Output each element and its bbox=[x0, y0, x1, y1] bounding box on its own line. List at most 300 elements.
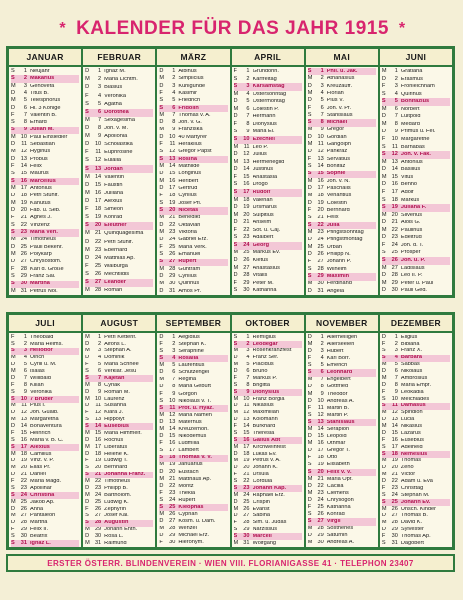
day-row bbox=[11, 355, 79, 362]
day-number: 21 bbox=[20, 471, 27, 478]
saint-name: Gratiana bbox=[400, 68, 423, 74]
day-number: 9 bbox=[320, 390, 324, 397]
weekday-letter: S bbox=[381, 354, 386, 361]
day-number: 8 bbox=[98, 382, 102, 388]
weekday-letter: S bbox=[85, 512, 89, 519]
month-days bbox=[83, 333, 155, 547]
day-row bbox=[382, 334, 450, 341]
weekday-letter: D bbox=[233, 354, 238, 361]
day-row bbox=[308, 288, 376, 295]
weekday-letter: S bbox=[233, 485, 238, 491]
weekday-letter: S bbox=[233, 241, 238, 248]
weekday-letter: F bbox=[85, 149, 89, 156]
day-row bbox=[11, 251, 79, 258]
day-row bbox=[308, 540, 376, 547]
weekday-letter: S bbox=[159, 447, 164, 454]
day-row bbox=[159, 149, 227, 156]
saint-name: David K. bbox=[400, 520, 422, 526]
weekday-letter: M bbox=[381, 120, 387, 127]
day-number: 28 bbox=[20, 265, 27, 272]
day-number: 26 bbox=[243, 257, 250, 264]
weekday-letter: F bbox=[307, 454, 312, 461]
saint-name: Laurentius bbox=[178, 363, 205, 369]
day-number: 19 bbox=[169, 199, 176, 206]
saint-name: Phil. u. Jak. bbox=[326, 68, 358, 74]
weekday-letter: S bbox=[85, 471, 89, 478]
day-row bbox=[308, 355, 376, 362]
sunday-row bbox=[85, 423, 153, 430]
day-row bbox=[234, 506, 302, 513]
day-number: 14 bbox=[243, 166, 250, 173]
day-number: 25 bbox=[94, 499, 102, 505]
saint-name: Crispin bbox=[252, 499, 270, 505]
day-number: 18 bbox=[317, 454, 324, 461]
saint-name: Agnes J. bbox=[30, 215, 52, 221]
day-number: 4 bbox=[394, 354, 398, 361]
saint-name: Dominik bbox=[104, 355, 125, 361]
saint-name: Valentin B. bbox=[30, 112, 57, 118]
day-number: 1 bbox=[320, 68, 324, 74]
day-row bbox=[308, 215, 376, 222]
day-row bbox=[85, 214, 153, 222]
saint-name: Alfons L. bbox=[104, 341, 126, 347]
day-row bbox=[159, 433, 227, 440]
weekday-letter: M bbox=[85, 540, 90, 546]
day-number: 19 bbox=[317, 461, 324, 468]
weekday-letter: F bbox=[307, 104, 312, 111]
saint-name: Matthäus Ap. bbox=[178, 476, 211, 482]
day-row bbox=[159, 75, 227, 82]
weekday-letter: S bbox=[159, 97, 164, 104]
day-row bbox=[234, 174, 302, 182]
day-row bbox=[382, 506, 450, 513]
day-number: 15 bbox=[391, 430, 398, 436]
weekday-letter: S bbox=[11, 229, 15, 236]
saint-name: Petrus Nol. bbox=[30, 288, 58, 294]
day-number: 29 bbox=[20, 526, 27, 533]
saint-name: Hieronym. bbox=[178, 540, 204, 546]
saint-name: Aegidius bbox=[178, 334, 200, 340]
saint-name: Rupert bbox=[178, 259, 197, 265]
day-number: 24 bbox=[243, 492, 250, 498]
weekday-letter: S bbox=[11, 389, 15, 395]
day-row bbox=[382, 166, 450, 174]
day-number: 21 bbox=[243, 471, 250, 478]
day-number: 13 bbox=[243, 416, 250, 423]
weekday-letter: D bbox=[85, 354, 90, 361]
weekday-letter: M bbox=[159, 525, 165, 532]
weekday-letter: F bbox=[159, 490, 163, 496]
sunday-row bbox=[85, 222, 153, 230]
saint-name: Fab. u. Seb. bbox=[30, 208, 61, 214]
weekday-letter: D bbox=[85, 340, 90, 347]
day-row bbox=[234, 430, 302, 437]
day-number: 27 bbox=[20, 512, 27, 519]
saint-name: Makarius bbox=[30, 76, 55, 82]
weekday-letter: M bbox=[307, 75, 313, 82]
weekday-letter: F bbox=[307, 404, 312, 411]
weekday-letter: F bbox=[233, 226, 237, 233]
saint-name: Franz Ser. bbox=[252, 355, 279, 361]
day-row bbox=[159, 127, 227, 134]
saint-name: Paul Einsiedler bbox=[30, 134, 68, 140]
saint-name: Virgil bbox=[326, 519, 341, 525]
weekday-letter: D bbox=[85, 68, 90, 75]
sunday-row bbox=[234, 389, 302, 396]
day-number: 12 bbox=[317, 412, 324, 418]
saint-name: Stephan K. bbox=[178, 341, 207, 347]
day-row bbox=[382, 68, 450, 76]
saint-name: Cyriak bbox=[104, 382, 121, 388]
weekday-letter: M bbox=[85, 347, 90, 354]
day-row bbox=[308, 207, 376, 214]
weekday-letter: M bbox=[381, 226, 387, 233]
day-number: 21 bbox=[169, 214, 176, 221]
saint-name: Adam u. Eva bbox=[400, 479, 433, 485]
saint-name: Otto bbox=[326, 455, 338, 461]
weekday-letter: F bbox=[11, 334, 15, 340]
day-row bbox=[159, 222, 227, 229]
day-number: 3 bbox=[98, 84, 102, 91]
day-number: 4 bbox=[394, 90, 398, 97]
day-row bbox=[234, 219, 302, 227]
weekday-letter: D bbox=[233, 166, 238, 173]
day-number: 3 bbox=[246, 83, 250, 90]
saint-name: Augustin bbox=[104, 520, 129, 526]
weekday-letter: M bbox=[381, 68, 387, 74]
saint-name: Rupert bbox=[178, 497, 196, 503]
day-row bbox=[11, 90, 79, 97]
day-row bbox=[85, 287, 153, 295]
saint-name: Quirinus bbox=[400, 91, 422, 97]
day-number: 28 bbox=[317, 265, 324, 272]
weekday-letter: D bbox=[307, 97, 312, 104]
day-row bbox=[85, 157, 153, 165]
day-row bbox=[382, 227, 450, 235]
weekday-letter: M bbox=[159, 280, 165, 287]
day-number: 13 bbox=[20, 155, 27, 162]
saint-name: Dorothea bbox=[104, 109, 129, 115]
day-number: 18 bbox=[317, 192, 324, 199]
day-row bbox=[159, 68, 227, 75]
saint-name: Kreuzauff. bbox=[326, 83, 353, 89]
saint-name: Stanislaus bbox=[326, 112, 353, 118]
day-number: 9 bbox=[98, 133, 102, 140]
day-row bbox=[234, 76, 302, 84]
day-row bbox=[85, 492, 153, 499]
saint-name: Mathilde bbox=[178, 164, 200, 170]
saint-name: Thomas B. bbox=[400, 513, 428, 519]
day-number: 1 bbox=[246, 334, 250, 340]
saint-name: Josef Pfl. bbox=[178, 200, 202, 206]
day-number: 13 bbox=[317, 155, 324, 162]
month-column bbox=[232, 49, 306, 295]
month-column bbox=[9, 49, 83, 295]
day-number: 20 bbox=[94, 464, 102, 471]
day-number: 26 bbox=[243, 505, 250, 512]
saint-name: Beatrix bbox=[30, 534, 48, 540]
weekday-letter: S bbox=[11, 75, 15, 82]
day-number: 12 bbox=[20, 409, 27, 416]
day-row bbox=[234, 280, 302, 288]
day-number: 6 bbox=[394, 368, 398, 375]
saint-name: Heribert bbox=[178, 178, 199, 184]
weekday-letter: M bbox=[233, 143, 239, 150]
saint-name: Venantius bbox=[326, 193, 352, 199]
weekday-letter: S bbox=[233, 234, 238, 241]
day-row bbox=[159, 97, 227, 104]
saint-name: Leander bbox=[104, 280, 126, 286]
day-number: 13 bbox=[94, 416, 102, 423]
weekday-letter: D bbox=[159, 185, 164, 192]
weekday-letter: S bbox=[307, 119, 312, 126]
day-row bbox=[85, 444, 153, 451]
sunday-row bbox=[234, 485, 302, 492]
month-name: MÄRZ bbox=[157, 49, 229, 67]
saint-name: Cölestin bbox=[326, 200, 347, 206]
day-row bbox=[85, 368, 153, 375]
day-number: 13 bbox=[391, 158, 398, 165]
sunday-row bbox=[308, 273, 376, 280]
day-number: 6 bbox=[320, 104, 324, 111]
day-number: 15 bbox=[94, 181, 102, 188]
weekday-letter: F bbox=[11, 526, 15, 533]
weekday-letter: S bbox=[233, 478, 238, 485]
sunday-row bbox=[382, 98, 450, 106]
day-number: 29 bbox=[391, 526, 398, 533]
weekday-letter: M bbox=[159, 75, 165, 82]
day-row bbox=[234, 91, 302, 99]
weekday-letter: S bbox=[85, 519, 89, 526]
weekday-letter: D bbox=[233, 113, 238, 120]
day-row bbox=[308, 178, 376, 185]
day-number: 17 bbox=[391, 444, 398, 450]
weekday-letter: M bbox=[307, 243, 313, 250]
saint-name: Eulalia bbox=[104, 158, 121, 164]
day-number: 23 bbox=[94, 485, 102, 491]
day-row bbox=[85, 125, 153, 133]
sunday-row bbox=[85, 165, 153, 173]
saint-name: Sosthenes bbox=[326, 526, 354, 532]
day-row bbox=[382, 234, 450, 242]
day-number: 13 bbox=[169, 155, 176, 162]
day-number: 21 bbox=[20, 214, 27, 221]
day-row bbox=[11, 465, 79, 472]
day-row bbox=[234, 98, 302, 106]
saint-name: Cyprian bbox=[178, 512, 198, 518]
weekday-letter: S bbox=[11, 347, 15, 354]
day-number: 29 bbox=[94, 526, 102, 533]
weekday-letter: D bbox=[233, 499, 238, 505]
day-number: 31 bbox=[20, 540, 27, 546]
day-number: 17 bbox=[317, 447, 324, 454]
day-row bbox=[159, 119, 227, 126]
day-number: 27 bbox=[317, 518, 324, 525]
day-number: 17 bbox=[169, 185, 176, 192]
weekday-letter: M bbox=[159, 412, 165, 418]
day-row bbox=[382, 362, 450, 369]
day-number: 3 bbox=[394, 347, 398, 354]
saint-name: Mariä Heims. bbox=[30, 341, 63, 347]
weekday-letter: S bbox=[307, 273, 312, 280]
weekday-letter: D bbox=[233, 464, 238, 471]
weekday-letter: S bbox=[307, 419, 312, 425]
second-half-year-table bbox=[6, 312, 455, 550]
saint-name: Nikasius bbox=[252, 403, 274, 409]
saint-name: Allerheiligen bbox=[326, 334, 358, 340]
saint-name: Victor bbox=[400, 472, 416, 478]
weekday-letter: M bbox=[233, 395, 239, 402]
weekday-letter: M bbox=[307, 440, 313, 447]
day-row bbox=[382, 280, 450, 288]
weekday-letter: S bbox=[11, 273, 15, 280]
day-number: 10 bbox=[94, 395, 102, 402]
day-row bbox=[11, 458, 79, 465]
day-number: 8 bbox=[320, 119, 324, 126]
day-number: 30 bbox=[317, 539, 324, 546]
weekday-letter: D bbox=[159, 383, 164, 390]
sunday-row bbox=[11, 348, 79, 355]
day-row bbox=[11, 368, 79, 375]
weekday-letter: D bbox=[11, 471, 16, 478]
weekday-letter: S bbox=[307, 511, 312, 518]
saint-name: Katharina bbox=[252, 288, 277, 294]
day-row bbox=[11, 259, 79, 266]
day-row bbox=[234, 355, 302, 362]
weekday-letter: D bbox=[381, 430, 386, 436]
saint-name: Petrus v. A. bbox=[252, 458, 281, 464]
day-row bbox=[159, 518, 227, 525]
day-number: 19 bbox=[20, 199, 27, 206]
weekday-letter: M bbox=[381, 158, 387, 165]
day-row bbox=[11, 156, 79, 163]
day-number: 20 bbox=[317, 468, 324, 475]
saint-name: Kletus bbox=[252, 258, 269, 264]
day-number: 22 bbox=[317, 482, 324, 489]
day-number: 21 bbox=[317, 214, 324, 221]
day-number: 30 bbox=[243, 287, 250, 294]
weekday-letter: D bbox=[159, 273, 164, 280]
day-row bbox=[382, 389, 450, 396]
saint-name: Rosina bbox=[178, 156, 197, 162]
day-number: 11 bbox=[317, 404, 324, 411]
day-number: 27 bbox=[94, 279, 102, 286]
saint-name: Joh. Gualb. bbox=[30, 410, 59, 416]
day-number: 18 bbox=[94, 450, 102, 457]
weekday-letter: M bbox=[381, 264, 387, 271]
day-number: 15 bbox=[391, 173, 398, 180]
day-row bbox=[308, 237, 376, 244]
day-number: 5 bbox=[246, 361, 250, 368]
weekday-letter: F bbox=[307, 504, 312, 510]
day-number: 1 bbox=[246, 68, 250, 74]
sunday-row bbox=[382, 257, 450, 265]
saint-name: Wenzel bbox=[178, 526, 197, 532]
day-number: 15 bbox=[20, 170, 27, 177]
day-row bbox=[11, 105, 79, 112]
day-number: 30 bbox=[317, 280, 324, 287]
saint-name: Basilius bbox=[400, 167, 421, 173]
weekday-letter: M bbox=[307, 525, 313, 532]
sunday-row bbox=[234, 242, 302, 250]
day-row bbox=[382, 472, 450, 479]
month-days bbox=[380, 67, 452, 295]
month-name: MAI bbox=[306, 49, 378, 67]
day-row bbox=[382, 382, 450, 389]
day-row bbox=[159, 483, 227, 490]
weekday-letter: D bbox=[233, 368, 238, 375]
saint-name: Remigius bbox=[252, 334, 276, 340]
day-row bbox=[382, 265, 450, 273]
day-row bbox=[11, 237, 79, 244]
saint-name: Emerich bbox=[326, 363, 348, 369]
day-number: 20 bbox=[20, 207, 27, 214]
day-number: 14 bbox=[94, 173, 102, 180]
saint-name: Lazarus bbox=[400, 430, 421, 436]
day-row bbox=[234, 106, 302, 114]
day-row bbox=[234, 151, 302, 159]
weekday-letter: F bbox=[381, 389, 386, 395]
saint-name: Zeno bbox=[400, 465, 414, 471]
saint-name: Apollinar bbox=[30, 485, 52, 491]
day-row bbox=[11, 207, 79, 214]
day-number: 30 bbox=[391, 533, 398, 540]
saint-name: Sot. u. Caj. bbox=[252, 227, 281, 233]
weekday-letter: D bbox=[381, 478, 386, 485]
weekday-letter: D bbox=[381, 382, 386, 388]
saint-name: Ladislaus bbox=[400, 265, 425, 271]
day-number: 6 bbox=[23, 368, 27, 375]
day-number: 7 bbox=[320, 376, 324, 383]
saint-name: Vinzenz bbox=[30, 222, 50, 228]
day-row bbox=[85, 362, 153, 369]
day-row bbox=[159, 141, 227, 148]
weekday-letter: F bbox=[85, 505, 89, 512]
day-row bbox=[11, 141, 79, 148]
day-number: 9 bbox=[246, 128, 250, 135]
day-row bbox=[159, 171, 227, 178]
saint-name: Cyrillus bbox=[178, 193, 197, 199]
day-row bbox=[159, 469, 227, 476]
weekday-letter: D bbox=[381, 334, 386, 340]
day-row bbox=[382, 197, 450, 205]
weekday-letter: S bbox=[11, 492, 15, 498]
saint-name: Ignaz M. bbox=[104, 69, 126, 75]
saint-name: Ostermontag bbox=[252, 99, 285, 105]
weekday-letter: M bbox=[381, 471, 387, 478]
month-name: APRIL bbox=[232, 49, 304, 67]
day-row bbox=[234, 472, 302, 479]
weekday-letter: M bbox=[85, 76, 90, 83]
saint-name: Valentin bbox=[104, 174, 124, 180]
day-number: 16 bbox=[317, 440, 324, 447]
day-number: 4 bbox=[172, 355, 176, 362]
weekday-letter: F bbox=[233, 471, 237, 478]
weekday-letter: F bbox=[85, 92, 89, 99]
day-row bbox=[159, 112, 227, 119]
sunday-row bbox=[308, 171, 376, 178]
saint-name: Friedrich bbox=[178, 98, 201, 104]
saint-name: Maurus bbox=[30, 171, 49, 177]
day-row bbox=[159, 244, 227, 251]
weekday-letter: F bbox=[381, 83, 386, 90]
day-row bbox=[11, 119, 79, 126]
day-row bbox=[234, 272, 302, 280]
day-number: 4 bbox=[246, 354, 250, 361]
day-row bbox=[11, 215, 79, 222]
weekday-letter: S bbox=[381, 151, 386, 158]
weekday-letter: M bbox=[85, 430, 90, 436]
